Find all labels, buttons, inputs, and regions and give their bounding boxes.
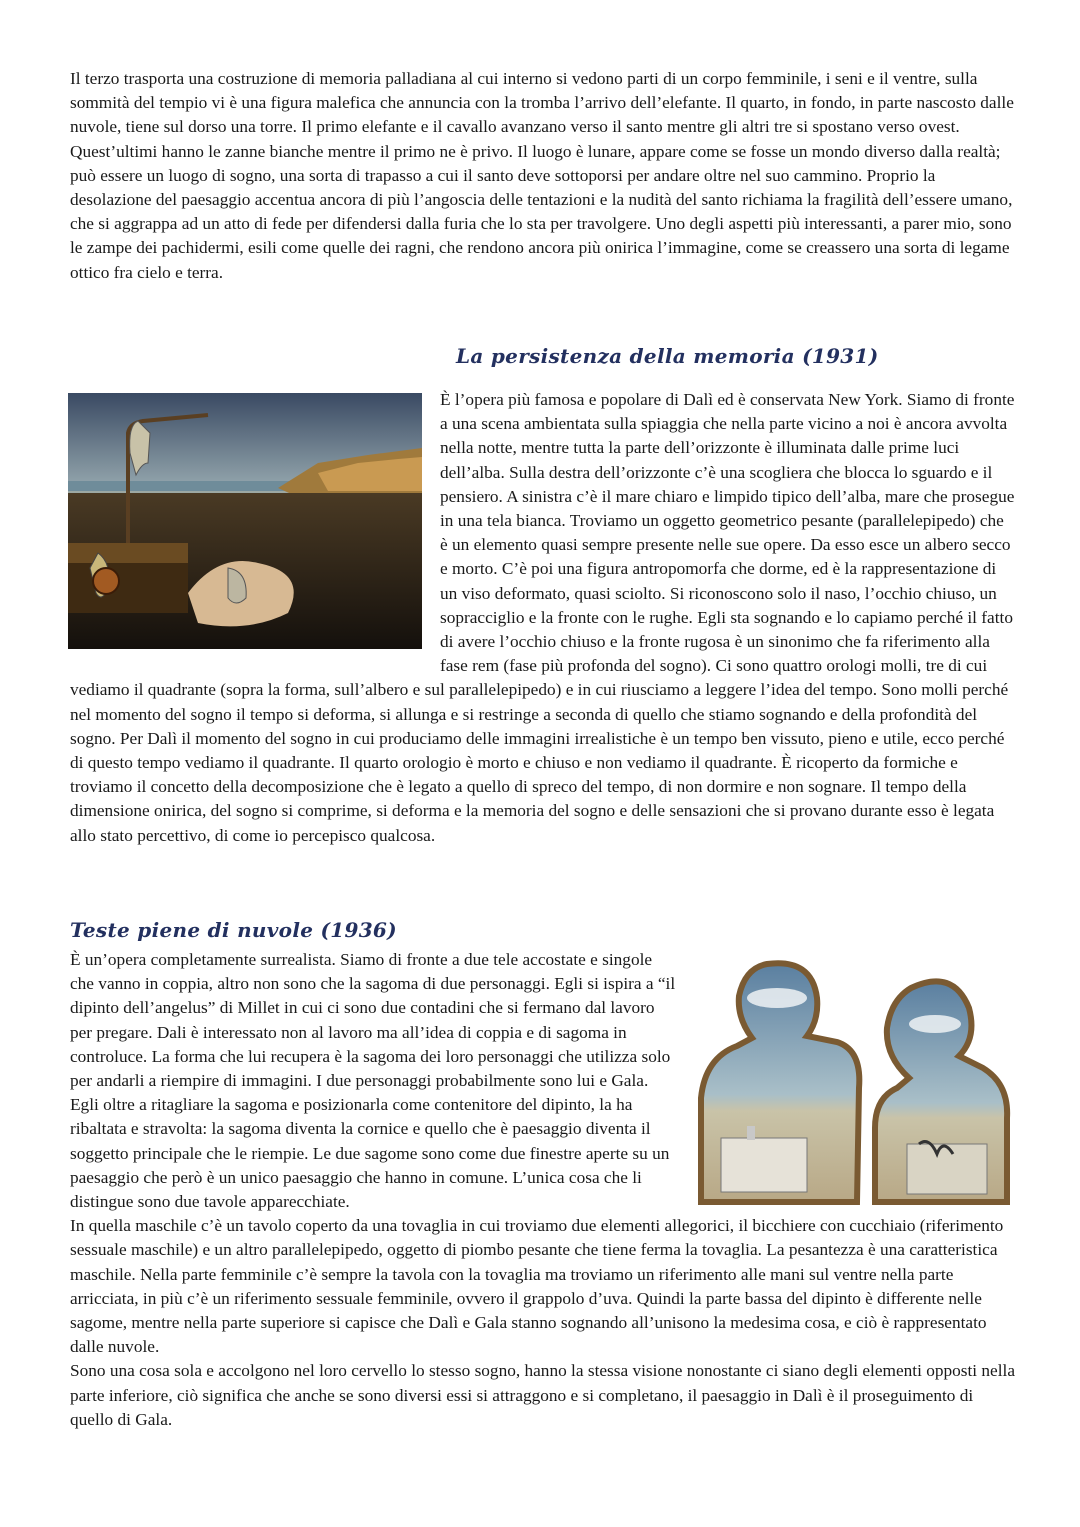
clouds-text-3: Sono una cosa sola e accolgono nel loro cervello lo stesso sogno, hanno la stessa visione nonostante ci siano degli elementi opposti nella parte inferiore, ciò significa che anche se sono diversi essi si attraggono e si completano, il paesaggio in Dalì è il proseguimento di quello di Gala. (70, 1361, 1015, 1429)
memory-paragraph (70, 388, 1015, 848)
section-title-clouds: Teste piene di nuvole (1936) (70, 918, 397, 942)
intro-text: Il terzo trasporta una costruzione di memoria palladiana al cui interno si vedono parti di un corpo femminile, i seni e il ventre, sulla sommità del tempio vi è una figura malefica che annuncia con la tromba l’arrivo dell’elefante. Il quarto, in fondo, in parte nascosto dalle nuvole, tiene sul dorso una torre. Il primo elefante e il cavallo avanzano verso il santo mentre gli altri tre si spostano verso ovest. Quest’ultimi hanno le zanne bianche mentre il primo ne è privo. Il luogo è lunare, appare come se fosse un mondo diverso dalla realtà; può essere un luogo di sogno, una sorta di trapasso a cui il santo deve sottoporsi per andare oltre nel suo cammino. Proprio la desolazione del paesaggio accentua ancora di più l’angoscia delle tentazioni e la nudità del santo richiama la fragilità dell’essere umano, che si aggrappa ad un atto di fede per difendersi dalla furia che lo sta per travolgere. Uno degli aspetti più interessanti, a parer mio, sono le zampe dei pachidermi, esili come quelle dei ragni, che rendono ancora più onirica l’immagine, come se creassero una sorta di legame ottico fra cielo e terra. (70, 69, 1014, 282)
clouds-paragraph (70, 948, 1015, 1432)
clouds-text: È un’opera completamente surrealista. Siamo di fronte a due tele accostate e singole che vanno in coppia, altro non sono che la sagoma di due personaggi. Egli si ispira a “il dipinto dell’angelus” di Millet in cui ci sono due contadini che si fermano dal lavoro per pregare. Dali è interessato non al lavoro ma all’idea di coppia e di sagoma in controluce. La forma che lui recupera è la sagoma dei loro personaggi che utilizza solo per andarli a riempire di immagini. I due personaggi probabilmente sono lui e Gala. Egli oltre a ritagliare la sagoma e posizionarla come contenitore del dipinto, la ha ribaltata e stravolta: la sagoma diventa la cornice e quello che è paesaggio diventa il soggetto principale che le riempie. Le due sagome sono come due finestre aperte su un paesaggio che però è un unico paesaggio che hanno in comune. L’unica cosa che li distingue sono due tavole apparecchiate. (70, 950, 676, 1212)
intro-paragraph (70, 67, 1015, 285)
clouds-text-2: In quella maschile c’è un tavolo coperto da una tovaglia in cui troviamo due elementi allegorici, il bicchiere con cucchiaio (riferimento sessuale maschile) e un altro parallelepipedo, oggetto di piombo pesante che tiene ferma la tovaglia. La pesantezza è una caratteristica maschile. Nella parte femminile c’è sempre la tavola con la tovaglia ma troviamo un riferimento alle mani sul ventre nella parte arricciata, in più c’è un riferimento sessuale femminile, ovvero il grappolo d’uva. Quindi la parte bassa del dipinto è differente nelle sagome, mentre nella parte superiore si capisce che Dalì e Gala stanno sognando all’unisono la medesima cosa, e ciò è rappresentato dalle nuvole. (70, 1216, 1004, 1357)
persistence-of-memory-painting (68, 393, 422, 649)
heads-full-of-clouds-painting (697, 958, 1015, 1208)
section-title-memory: La persistenza della memoria (1931) (456, 344, 879, 368)
memory-text: È l’opera più famosa e popolare di Dalì ed è conservata New York. Siamo di fronte a una scena ambientata sulla spiaggia che nella parte vicino a noi è ancora avvolta nella notte, mentre tutta la parte dell’orizzonte è illuminata dalle prime luci dell’alba. Sulla destra dell’orizzonte c’è una scogliera che blocca lo sguardo e il pensiero. A sinistra c’è il mare chiaro e limpido tipico dell’alba, mare che prosegue in una tela bianca. Troviamo un oggetto geometrico pesante (parallelepipedo) che è un elemento quasi sempre presente nelle sue opere. Da esso esce un albero secco e morto. C’è poi una figura antropomorfa che dorme, ed è la rappresentazione di un viso deformato, quasi sciolto. Si riconoscono solo il naso, l’occhio chiuso, un sopracciglio e la fronte con le rughe. Egli sta sognando e lo capiamo perché il fatto di avere l’occhio chiuso e la fronte rugosa è un sinonimo che fa riferimento alla fase rem (fase più profonda del sogno). Ci sono quattro orologi molli, tre di cui vediamo il quadrante (sopra la forma, sull’albero e sul parallelepipedo) e in cui riusciamo a leggere l’idea del tempo. Sono molli perché nel momento del sogno il tempo si deforma, si allunga e si restringe a seconda di quello che stiamo sognando e della profondità del sogno. Per Dalì il momento del sogno in cui produciamo delle immagini irrealistiche è un tempo ben vissuto, pieno e utile, ecco perché di questo tempo vediamo il quadrante. Il quarto orologio è morto e chiuso e non vediamo il quadrante. È ricoperto da formiche e troviamo il concetto della decomposizione che è legato a quello di spreco del tempo, di non dormire e non sognare. Il tempo della dimensione onirica, del sogno si comprime, si deforma e la memoria del sogno e delle sensazioni che si provano durante esso è legata allo stato percettivo, di come io percepisco qualcosa. (70, 390, 1015, 845)
